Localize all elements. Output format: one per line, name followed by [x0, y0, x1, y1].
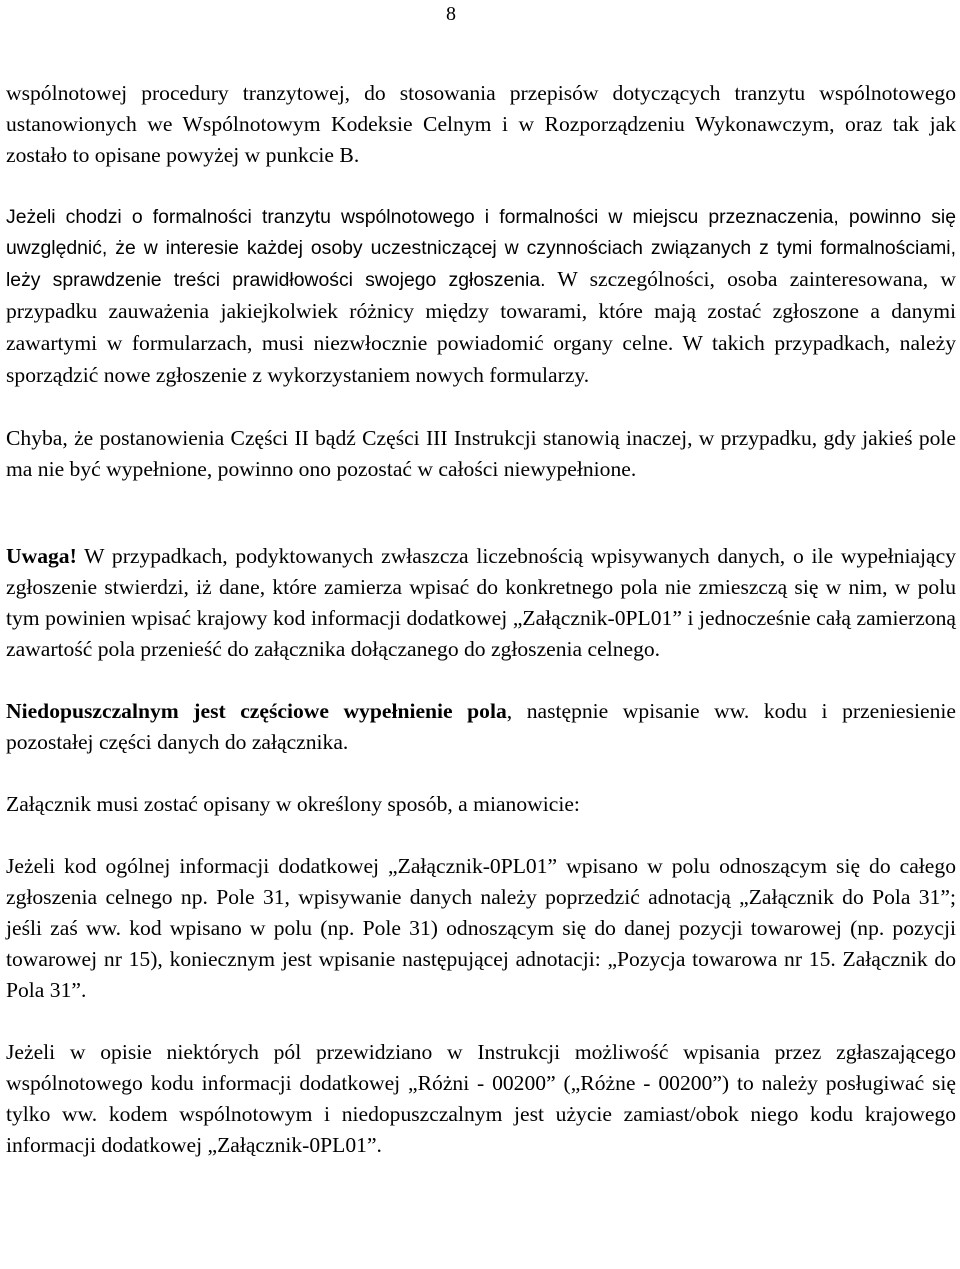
paragraph-text: W przypadkach, podyktowanych zwłaszcza liczebnością wpisywanych danych, o ile wypełniający zgłoszenie stwierdzi, iż dane, które zamierza wpisać do konkretnego pola nie zmieszczą się w nim, w polu tym powinien wpisać krajowy kod informacji dodatkowej „Załącznik-0PL01” i jednocześnie całą zamierzoną zawartość pola przenieść do załącznika dołączanego do zgłoszenia celnego. — [6, 544, 956, 661]
paragraph-text: wspólnotowej procedury tranzytowej, do stosowania przepisów dotyczących tranzytu wspólnotowego ustanowionych we Wspólnotowym Kodeksie Celnym i w Rozporządzeniu Wykonawczym, oraz tak jak zostało to opisane powyżej w punkcie B. — [6, 81, 956, 167]
paragraph-community-code — [6, 1037, 956, 1161]
paragraph-text: , następnie wpisanie ww. kodu i przeniesienie pozostałej części danych do załącznika. — [6, 699, 957, 754]
paragraph-text: Załącznik musi zostać opisany w określony sposób, a mianowicie: — [6, 792, 580, 816]
paragraph-transit-formalities — [6, 202, 956, 392]
paragraph-text: W szczególności, osoba zainteresowana, w przypadku zauważenia jakiejkolwiek różnicy między towarami, które mają zostać zgłoszone a danymi zawartymi w formularzach, musi niezwłocznie powiadomić organy celne. W takich przypadkach, należy sporządzić nowe zgłoszenie z wykorzystaniem nowych formularzy. — [6, 267, 956, 387]
document-body — [6, 78, 956, 1161]
paragraph-warning — [6, 541, 956, 665]
emphasis-text: Niedopuszczalnym jest częściowe wypełnienie pola — [6, 699, 507, 723]
paragraph-text: Jeżeli chodzi o formalności tranzytu wspólnotowego i formalności w miejscu przeznaczenia, powinno się uwzględnić, że w interesie każdej osoby uczestniczącej w czynnościach związanych z tymi formalnościami, leży sprawdzenie treści prawidłowości swojego zgłoszenia. — [6, 206, 956, 291]
warning-label: Uwaga! — [6, 544, 77, 568]
paragraph-text: Chyba, że postanowienia Części II bądź Części III Instrukcji stanowią inaczej, w przypadku, gdy jakieś pole ma nie być wypełnione, powinno ono pozostać w całości niewypełnione. — [6, 426, 956, 481]
paragraph-attachment-annotation — [6, 851, 956, 1006]
paragraph-attachment-description — [6, 789, 956, 820]
page-number: 8 — [446, 3, 456, 25]
paragraph-text: Jeżeli kod ogólnej informacji dodatkowej „Załącznik-0PL01” wpisano w polu odnoszącym się do całego zgłoszenia celnego np. Pole 31, wpisywanie danych należy poprzedzić adnotacją „Załącznik do Pola 31”; jeśli zaś ww. kod wpisano w polu (np. Pole 31) odnoszącym się do danej pozycji towarowej (np. pozycji towarowej nr 15), koniecznym jest wpisanie następującej adnotacji: „Pozycja towarowa nr 15. Załącznik do Pola 31”. — [6, 854, 956, 1002]
paragraph-partial-fill — [6, 696, 956, 758]
paragraph-text: Jeżeli w opisie niektórych pól przewidziano w Instrukcji możliwość wpisania przez zgłaszającego wspólnotowego kodu informacji dodatkowej „Różni - 00200” („Różne - 00200”) to należy posługiwać się tylko ww. kodem wspólnotowym i niedopuszczalnym jest użycie zamiast/obok niego kodu krajowego informacji dodatkowej „Załącznik-0PL01”. — [6, 1040, 956, 1157]
paragraph-procedure-continuation — [6, 78, 956, 171]
paragraph-empty-fields — [6, 423, 956, 485]
